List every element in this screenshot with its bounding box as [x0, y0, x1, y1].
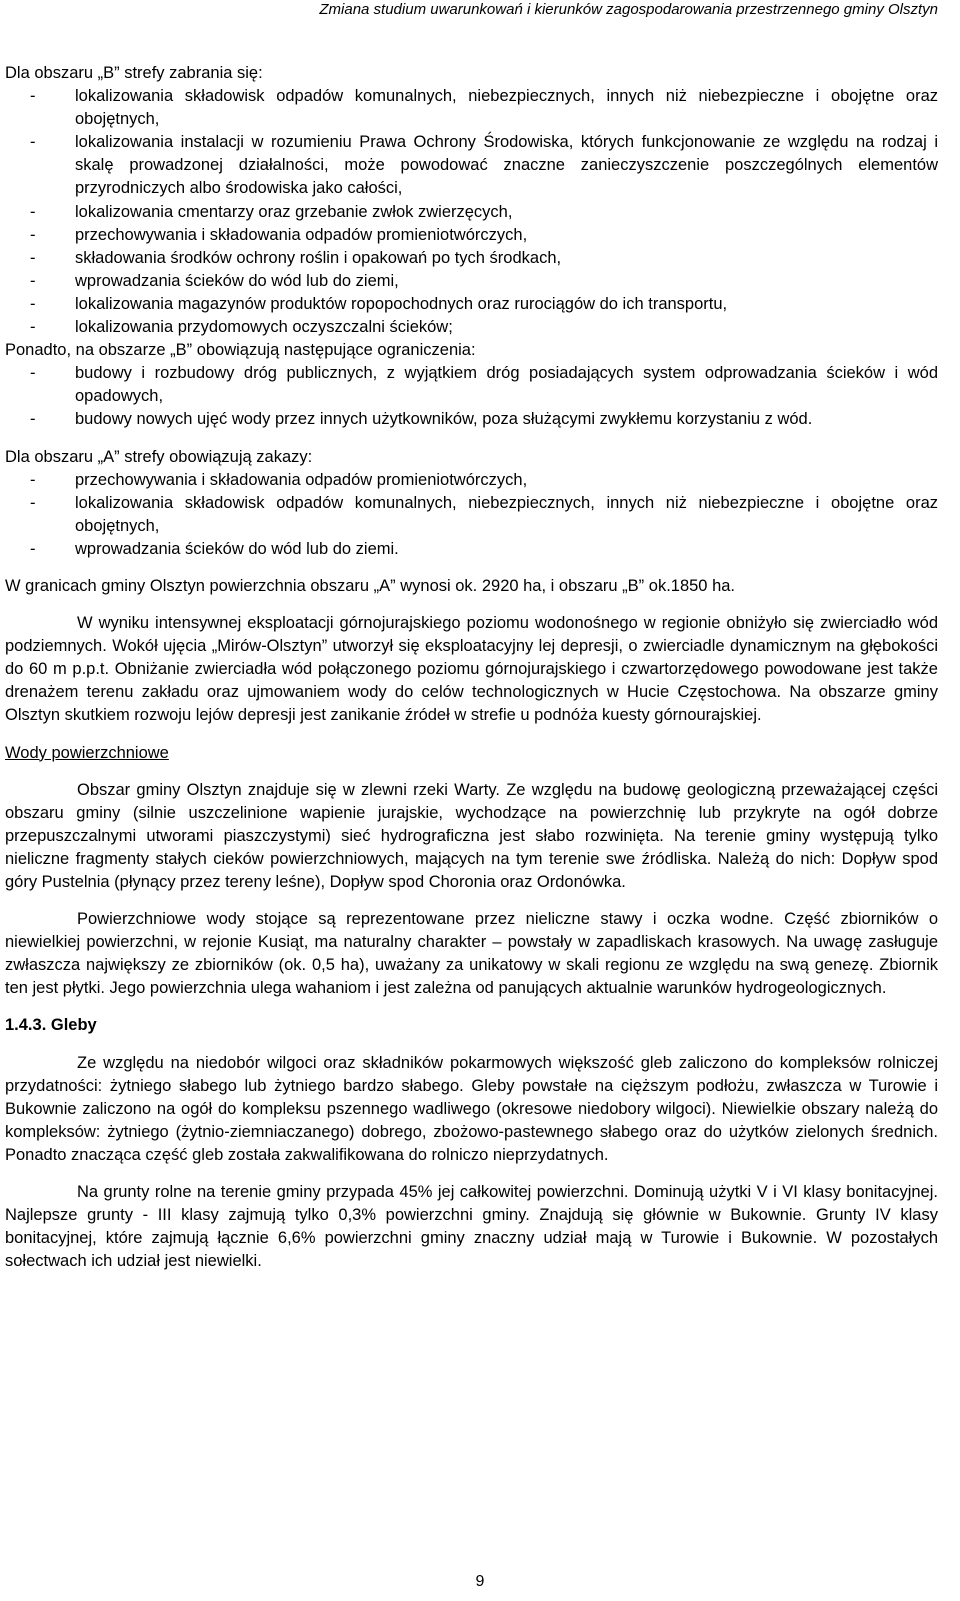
zone-b-restrictions-intro: Ponadto, na obszarze „B” obowiązują następujące ograniczenia:	[5, 341, 476, 360]
zone-b-restrictions-list	[5, 362, 938, 431]
soils-paragraph-2: Na grunty rolne na terenie gminy przypada 45% jej całkowitej powierzchni. Dominują użytki V i VI klasy bonitacyjnej. Najlepsze grunty - III klasy zajmują tylko 0,3% powierzchni gminy. Znajdują się głównie w Bukownie. Grunty IV klasy bonitacyjnej, które zajmują łącznie 6,6% powierzchni gminy znaczny udział mają w Turowie i Bukownie. W pozostałych sołectwach ich udział jest niewielki.	[5, 1183, 938, 1271]
list-item-text: lokalizowania składowisk odpadów komunalnych, niebezpiecznych, innych niż niebezpieczne i obojętne oraz obojętnych,	[75, 493, 938, 535]
dash-bullet: -	[30, 133, 36, 152]
zone-b-intro: Dla obszaru „B” strefy zabrania się:	[5, 64, 263, 82]
soils-heading: 1.4.3. Gleby	[5, 1016, 97, 1035]
list-item	[5, 247, 938, 270]
page-number: 9	[475, 1572, 485, 1590]
list-item	[5, 362, 938, 408]
list-item-text: lokalizowania magazynów produktów ropopochodnych oraz rurociągów do ich transportu,	[75, 294, 728, 313]
list-item	[5, 408, 938, 431]
soils-paragraph-1: Ze względu na niedobór wilgoci oraz składników pokarmowych większość gleb zaliczono do kompleksów rolniczej przydatności: żytniego słabego lub żytniego bardzo słabego. Gleby powstałe na cięższym podłożu, zwłaszcza w Turowie i Bukownie zaliczono na ogół do kompleksu pszennego wadliwego (okresowe niedobory wilgoci). Niewielkie obszary należą do kompleksów: żytniego (żytnio-ziemniaczanego) dobrego, zbożowo-pastewnego słabego oraz do użytków zielonych średnich. Ponadto znacząca część gleb została zakwalifikowana do rolniczo nieprzydatnych.	[5, 1053, 938, 1164]
list-item-text: przechowywania i składowania odpadów promieniotwórczych,	[75, 225, 528, 244]
list-item-text: wprowadzania ścieków do wód lub do ziemi,	[75, 271, 399, 290]
list-item	[5, 316, 938, 339]
dash-bullet: -	[30, 202, 36, 221]
dash-bullet: -	[30, 248, 36, 267]
zone-a-list	[5, 469, 938, 561]
area-summary: W granicach gminy Olsztyn powierzchnia obszaru „A” wynosi ok. 2920 ha, i obszaru „B” ok.1850 ha.	[5, 576, 736, 595]
zone-a-intro: Dla obszaru „A” strefy obowiązują zakazy:	[5, 447, 313, 466]
dash-bullet: -	[30, 271, 36, 290]
list-item	[5, 293, 938, 316]
document-body	[5, 62, 938, 1273]
dash-bullet: -	[30, 225, 36, 244]
list-item-text: lokalizowania przydomowych oczyszczalni ścieków;	[75, 318, 453, 337]
zone-b-list	[5, 85, 938, 339]
dash-bullet: -	[30, 539, 36, 558]
list-item	[5, 538, 938, 561]
list-item	[5, 270, 938, 293]
list-item-text: przechowywania i składowania odpadów promieniotwórczych,	[75, 470, 528, 489]
list-item-text: budowy nowych ujęć wody przez innych użytkowników, poza służącymi zwykłemu korzystaniu z wód.	[75, 410, 813, 429]
list-item	[5, 85, 938, 131]
list-item-text: lokalizowania cmentarzy oraz grzebanie zwłok zwierzęcych,	[75, 202, 513, 221]
surface-water-paragraph-1: Obszar gminy Olsztyn znajduje się w zlewni rzeki Warty. Ze względu na budowę geologiczną przeważającej części obszaru gminy (silnie uszczelinione wapienie jurajskie, wychodzące na powierzchnię lub przykryte na ogół dobrze przepuszczalnymi utworami piaszczystymi) sieć hydrograficzna jest słabo rozwinięta. Na terenie gminy występują tylko nieliczne fragmenty stałych cieków powierzchniowych, mających na tym terenie swe źródliska. Należą do nich: Dopływ spod góry Pustelnia (płynący przez tereny leśne), Dopływ spod Choronia oraz Ordonówka.	[5, 780, 938, 891]
dash-bullet: -	[30, 470, 36, 489]
dash-bullet: -	[30, 294, 36, 313]
depression-paragraph: W wyniku intensywnej eksploatacji górnojurajskiego poziomu wodonośnego w regionie obniżyło się zwierciadło wód podziemnych. Wokół ujęcia „Mirów-Olsztyn” utworzył się eksploatacyjny lej depresji, o zwierciadle dynamicznym na głębokości do 60 m p.p.t. Obniżanie zwierciadła wód połączonego poziomu górnojurajskiego i czwartorzędowego powodowane jest także drenażem terenu zakładu oraz ujmowaniem wody do celów technologicznych w Hucie Częstochowa. Na obszarze gminy Olsztyn skutkiem rozwoju lejów depresji jest zanikanie źródeł w strefie u podnóża kuesty górnourajskiej.	[5, 614, 938, 725]
list-item-text: składowania środków ochrony roślin i opakowań po tych środkach,	[75, 248, 562, 267]
surface-water-paragraph-2: Powierzchniowe wody stojące są reprezentowane przez nieliczne stawy i oczka wodne. Część zbiorników o niewielkiej powierzchni, w rejonie Kusiąt, ma naturalny charakter – powstały w zapadliskach krasowych. Na uwagę zasługuje zwłaszcza największy ze zbiorników (ok. 0,5 ha), uważany za unikatowy w skali regionu ze względu na swą genezę. Zbiornik ten jest płytki. Jego powierzchnia ulega wahaniom i jest zależna od panujących aktualnie warunków hydrogeologicznych.	[5, 910, 938, 998]
dash-bullet: -	[30, 87, 36, 106]
list-item-text: budowy i rozbudowy dróg publicznych, z wyjątkiem dróg posiadających system odprowadzania ścieków i wód opadowych,	[75, 364, 938, 406]
dash-bullet: -	[30, 410, 36, 429]
list-item	[5, 492, 938, 538]
surface-water-heading: Wody powierzchniowe	[5, 743, 169, 762]
running-header: Zmiana studium uwarunkowań i kierunków zagospodarowania przestrzennego gminy Olsztyn	[319, 1, 938, 18]
dash-bullet: -	[30, 364, 36, 383]
list-item-text: wprowadzania ścieków do wód lub do ziemi.	[75, 539, 399, 558]
list-item	[5, 201, 938, 224]
list-item	[5, 224, 938, 247]
dash-bullet: -	[30, 493, 36, 512]
list-item-text: lokalizowania składowisk odpadów komunalnych, niebezpiecznych, innych niż niebezpieczne i obojętne oraz obojętnych,	[75, 87, 938, 129]
list-item	[5, 469, 938, 492]
list-item-text: lokalizowania instalacji w rozumieniu Prawa Ochrony Środowiska, których funkcjonowanie ze względu na rodzaj i skalę prowadzonej działalności, może powodować znaczne zanieczyszczenie poszczególnych elementów przyrodniczych albo środowiska jako całości,	[75, 133, 938, 198]
list-item	[5, 131, 938, 200]
dash-bullet: -	[30, 318, 36, 337]
